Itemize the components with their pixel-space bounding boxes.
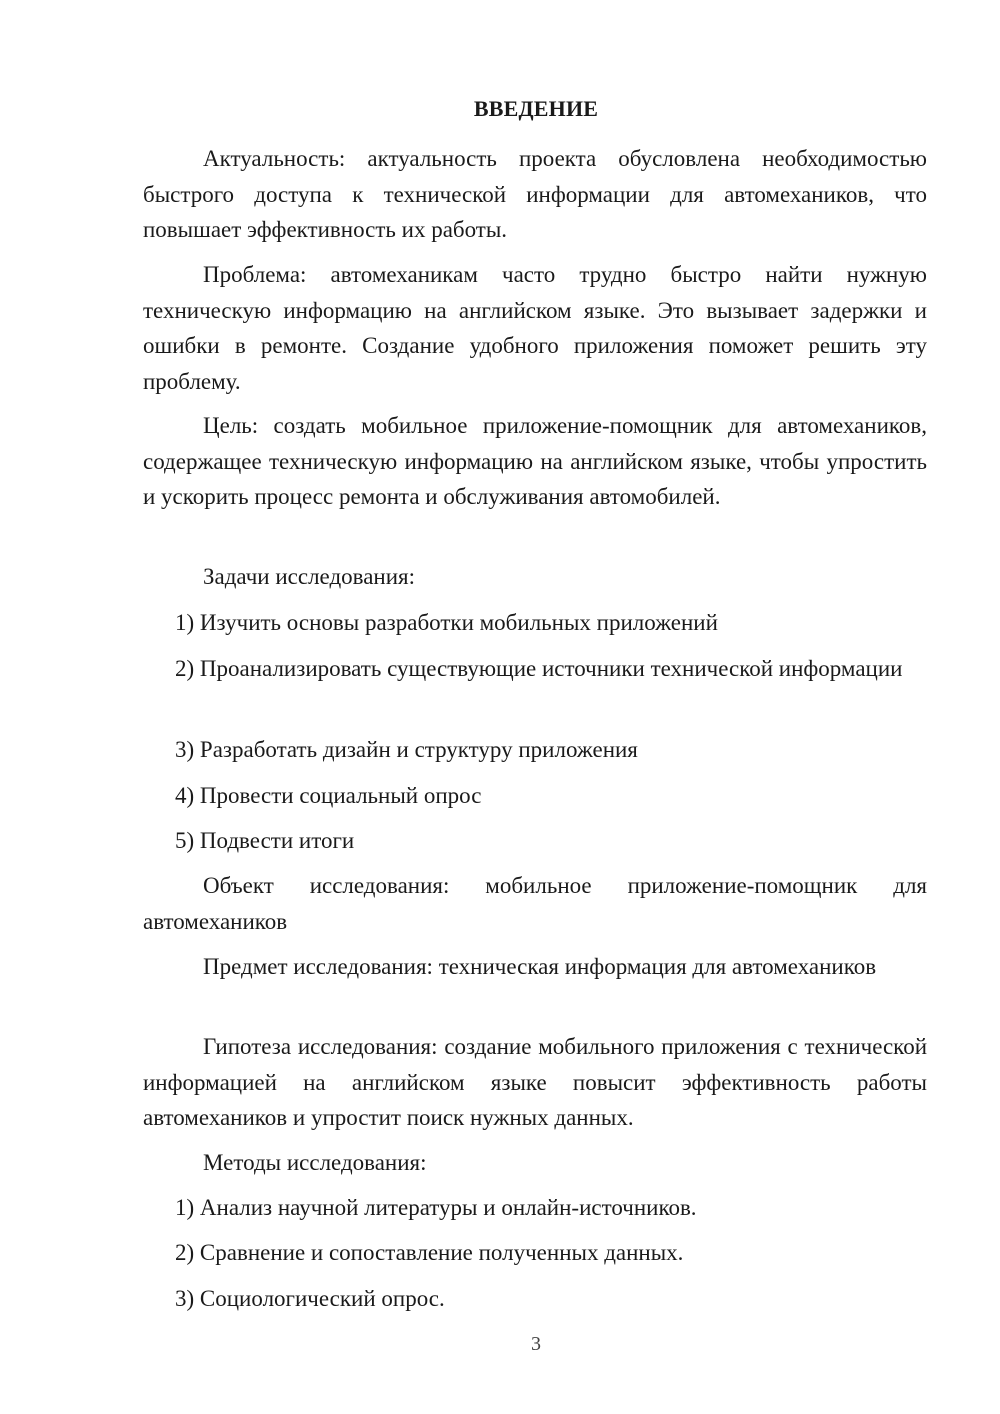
paragraph-object: Объект исследования: мобильное приложение-помощник для автомехаников bbox=[143, 873, 927, 934]
paragraph-problem: Проблема: автомеханикам часто трудно быстро найти нужную техническую информацию на английском языке. Это вызывает задержки и ошибки в ремонте. Создание удобного приложения поможет решить эту проблему. bbox=[143, 262, 927, 394]
method-item: 3) Социологический опрос. bbox=[175, 1286, 445, 1311]
page-title bbox=[0, 96, 1000, 122]
paragraph-hypothesis: Гипотеза исследования: создание мобильного приложения с технической информацией на английском языке повысит эффективность работы автомехаников и упростит поиск нужных данных. bbox=[143, 1034, 927, 1130]
task-item: 4) Провести социальный опрос bbox=[175, 783, 482, 808]
paragraph-relevance: Актуальность: актуальность проекта обусловлена необходимостью быстрого доступа к технической информации для автомехаников, что повышает эффективность их работы. bbox=[143, 146, 927, 242]
paragraph-subject: Предмет исследования: техническая информация для автомехаников bbox=[203, 954, 877, 979]
task-item: 2) Проанализировать существующие источники технической информации bbox=[175, 656, 903, 681]
page-title-text: ВВЕДЕНИЕ bbox=[473, 96, 599, 121]
paragraph-goal: Цель: создать мобильное приложение-помощник для автомехаников, содержащее техническую информацию на английском языке, чтобы упростить и ускорить процесс ремонта и обслуживания автомобилей. bbox=[143, 413, 927, 509]
task-item: 3) Разработать дизайн и структуру приложения bbox=[175, 737, 638, 762]
task-item: 5) Подвести итоги bbox=[175, 828, 355, 853]
page-number: 3 bbox=[531, 1333, 541, 1355]
tasks-heading: Задачи исследования: bbox=[203, 564, 416, 589]
method-item: 2) Сравнение и сопоставление полученных данных. bbox=[175, 1240, 684, 1265]
method-item: 1) Анализ научной литературы и онлайн-источников. bbox=[175, 1195, 697, 1220]
task-item: 1) Изучить основы разработки мобильных приложений bbox=[175, 610, 718, 635]
methods-heading: Методы исследования: bbox=[203, 1150, 427, 1175]
